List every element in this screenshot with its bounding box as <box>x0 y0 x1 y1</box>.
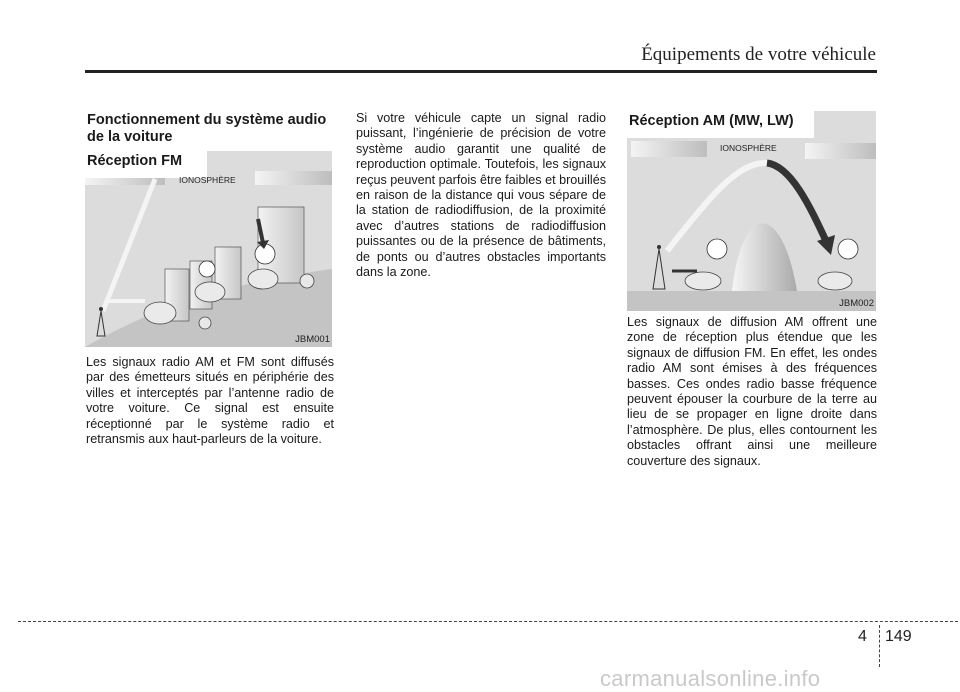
paragraph-right: Les signaux de diffusion AM offrent une zone de réception plus étendue que les signaux de diffusion FM. En effet, les ondes radio AM sont émises à des fréquences basses. Ces ondes radio basse fréquence peuvent épouser la courbure de la terre au lieu de se propager en ligne droite dans l’atmosphère. De plus, elles contournent les obstacles offrant ainsi une meilleure couverture des signaux. <box>627 315 877 468</box>
paragraph-left: Les signaux radio AM et FM sont diffusés par des émetteurs situés en périphérie des villes et interceptés par l’antenne radio de votre voiture. Ce signal est ensuite réceptionné par le système radio et retransmis aux haut-parleurs de la voiture. <box>86 355 334 447</box>
fm-ionosphere-label: IONOSPHÈRE <box>179 175 236 185</box>
mountain <box>732 224 797 292</box>
fm-signal-beam <box>103 179 155 311</box>
transmitter-tower-icon <box>97 311 105 336</box>
am-figure-title: Réception AM (MW, LW) <box>627 111 814 138</box>
footer-rule <box>18 621 958 622</box>
car <box>144 302 176 324</box>
car <box>195 282 225 302</box>
chapter-number: 4 <box>858 628 867 645</box>
arrow-head <box>817 235 835 255</box>
tree <box>199 317 211 329</box>
watermark: carmanualsonline.info <box>600 666 821 691</box>
footer-divider <box>879 625 880 667</box>
am-figure-code: JBM002 <box>839 298 874 309</box>
music-icon <box>707 239 727 259</box>
fm-figure-code: JBM001 <box>295 334 330 345</box>
page-header-title: Équipements de votre véhicule <box>641 44 876 65</box>
page-number: 149 <box>885 628 912 645</box>
ionosphere-band-right <box>805 143 876 159</box>
tree <box>300 274 314 288</box>
am-signal-down <box>767 163 827 243</box>
car <box>248 269 278 289</box>
header-rule <box>85 70 877 73</box>
section-heading: Fonctionnement du système audio de la voiture <box>87 112 327 145</box>
noise-icon <box>199 261 215 277</box>
am-illustration <box>627 111 876 311</box>
music-icon <box>838 239 858 259</box>
ionosphere-band-left <box>631 141 707 157</box>
fm-figure-title: Réception FM <box>85 151 207 178</box>
transmitter-tower-icon <box>653 249 665 289</box>
am-ionosphere-label: IONOSPHÈRE <box>720 143 777 153</box>
fm-reception-figure <box>85 151 332 347</box>
car <box>685 272 721 290</box>
paragraph-middle: Si votre véhicule capte un signal radio puissant, l’ingénierie de précision de votre système audio garantit une qualité de reproduction optimale. Toutefois, les signaux reçus peuvent parfois être faibles et brouillés en raison de la distance qui vous sépare de la station de radiodiffusion, de la proximité avec d’autres stations de radiodiffusion puissantes ou de la présence de bâtiments, de ponts ou d’autres obstacles importants dans la zone. <box>356 111 606 280</box>
car <box>818 272 852 290</box>
am-reception-figure <box>627 111 876 311</box>
ionosphere-band-right <box>255 171 332 185</box>
